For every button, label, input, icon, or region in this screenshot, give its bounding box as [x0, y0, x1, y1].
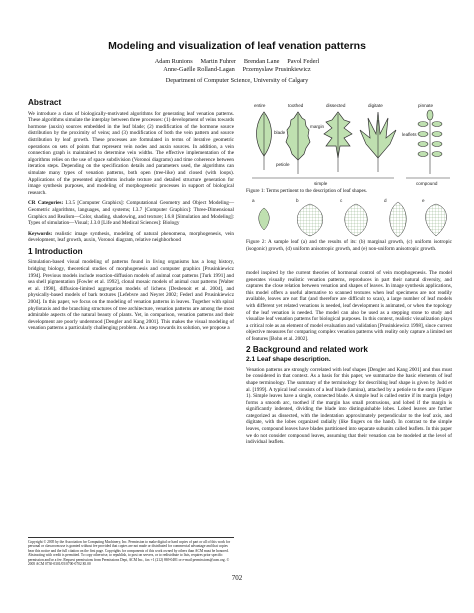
leaf-digitate-icon — [360, 112, 396, 172]
figure-1-leaf-shapes — [246, 100, 452, 188]
intro-text: Simulation-based visual modeling of patterns found in living organisms has a long history, bridging biology, theoretical studies of morphogenesis and computer graphics [Prusinkiewicz 1994]. Previous models include reaction-diffusion models of animal coat patterns [Turk 1991] and sea shell pigmentation [Fowler et al. 1992], clonal mosaic models of animal coat patterns [Walter et al. 1998], diffusion-limited aggregation models of lichens [Desbenoit et al. 2004], and physically-based models of bark textures [Lefebvre and Neyret 2002; Federl and Prusinkiewicz 2004]. In this paper, we focus on the modeling of venation patterns in leaves. Together with spiral phyllotaxis and the branching structures of tree architecture, venation patterns are among the most admirable aspects of the natural beauty of plants. Yet, in comparison, venation patterns and their development are poorly understood [Dengler and Kang 2001]. This makes the visual modeling of venation patterns a particularly challenging problem. As a step towards its solution, we propose a — [28, 259, 234, 332]
fig1-label-dissected: dissected — [326, 103, 346, 108]
cr-categories-text: I.3.5 [Computer Graphics]: Computational Geometry and Object Modeling—Geometric algorithms, languages, and systems; I.3.7 [Computer Graphics]: Three-Dimensional Graphics and Realism—Color, shading, shadowing, and texture; I.6.8 [Simulation and Modeling]: Types of simulation—Visual; J.3.0 [Life and Medical Sciences]: Biology — [28, 200, 235, 227]
fig1-label-simple: simple — [314, 181, 328, 186]
right-text-continued: model inspired by the current theories of hormonal control of vein morphogenesis. The model generates visually realistic venation patterns, reproduces in part their natural diversity, and captures the close relation between venation and shapes of leaves. In image synthesis applications, this model offers a useful alternative to scanned textures when leaf specimens are not readily available, leaves are not flat (and therefore are difficult to scan), a large number of leaf models with different yet related venations is needed, leaf development is animated, or when the topology of the leaf venation is needed. The model can also be used as a stepping stone to study and visualize leaf venation patterns for biological purposes. In this context, realistic visualization plays a critical role as an element of model evaluation and validation [Prusinkiewicz 1998], since current objective measures for comparing complex venation patterns with reality only capture a limited set of features [Bohn et al. 2002]. — [246, 270, 452, 342]
left-column — [28, 100, 234, 336]
leaf-nonuniform-e-icon — [426, 204, 447, 236]
cr-categories-label: CR Categories: — [28, 200, 64, 207]
fig1-part-blade: blade — [274, 130, 286, 135]
fig2-label-e: e — [422, 198, 425, 203]
leaf-entire-icon — [257, 112, 272, 170]
leaf-marginal-b-icon — [297, 204, 323, 236]
fig2-label-a: a — [252, 198, 255, 203]
intro-heading: 1 Introduction — [28, 246, 83, 256]
figure-2-caption: Figure 2: A sample leaf (a) and the results of its: (b) marginal growth, (c) uniform isotropic (isogonic) growth, (d) uniform anisotropic growth, and (e) non-uniform anisotropic growth. — [246, 239, 452, 252]
author-line-2: Anne-Gaëlle Rolland-Lagan Przemyslaw Prusinkiewicz — [163, 66, 311, 73]
fig1-label-compound: compound — [416, 181, 438, 186]
fig2-label-c: c — [340, 198, 343, 203]
page-number: 702 — [231, 574, 243, 582]
copyright-footnote: Copyright © 2005 by the Association for Computing Machinery, Inc. Permission to make digital or hard copies of part or all of this work for personal or classroom use is granted without fee provided that copies are not made or distributed for commercial advantage and that copies bear this notice and the full citation on the first page. Copyrights for components of this work owned by others than ACM must be honored. Abstracting with credit is permitted. To copy otherwise, to republish, to post on servers, or to redistribute to lists, requires prior specific permission and/or a fee. Request permissions from Permissions Dept, ACM Inc., fax +1 (212) 869-0481 or e-mail permissions@acm.org. © 2005 ACM 0730-0301/05/0700-0702 $5.00 — [28, 537, 234, 566]
fig1-label-entire: entire — [254, 103, 266, 108]
fig1-part-margin: margin — [310, 124, 325, 129]
author-block — [0, 58, 474, 85]
fig1-part-petiole: petiole — [276, 162, 290, 167]
leaf-anisotropic-d-icon — [390, 202, 407, 237]
fig2-label-b: b — [296, 198, 299, 203]
fig1-label-pinnate: pinnate — [418, 103, 434, 108]
cr-categories — [28, 200, 234, 226]
keywords-text: realistic image synthesis, modeling of natural phenomena, morphogenesis, vein development, leaf growth, auxin, Voronoi diagram, relative neighborhood — [28, 230, 235, 244]
section-2-1-heading: 2.1 Leaf shape description. — [246, 356, 331, 364]
keywords-label: Keywords: — [28, 230, 53, 237]
paper-title: Modeling and visualization of leaf venation patterns — [108, 40, 366, 52]
fig1-label-toothed: toothed — [288, 103, 304, 108]
affiliation: Department of Computer Science, University of Calgary — [165, 77, 309, 84]
fig2-label-d: d — [384, 198, 387, 203]
section-2-heading: 2 Background and related work — [246, 344, 368, 354]
leaf-toothed-icon — [286, 112, 310, 174]
figure-2-leaf-growth — [246, 196, 452, 238]
figure-1-caption: Figure 1: Terms pertinent to the description of leaf shapes. — [246, 188, 368, 194]
keywords — [28, 231, 234, 244]
leaf-sample-a-icon — [259, 208, 270, 230]
fig1-part-leaflets: leaflets — [402, 132, 417, 137]
leaf-dissected-icon — [324, 112, 352, 172]
leaf-pinnate-icon — [418, 110, 442, 174]
right-column — [246, 270, 452, 450]
section-2-text: Venation patterns are strongly correlated with leaf shapes [Dengler and Kang 2001] and thus must be considered in that context. As a basis for this paper, we summarize the basic elements of leaf shape terminology. The summary of the terminology for describing leaf shape is given by Judd et al. [1999]. A typical leaf consists of a leaf blade (lamina), attached by a petiole to the stem (Figure 1). Simple leaves have a single, connected blade. A simple leaf is called entire if its margin (edge) forms a smooth arc, toothed if the margin has small protrusions, and lobed if the margin is significantly indented, dividing the blade into distinguishable lobes. Lobed leaves are further categorized as dissected, with the indentation approximately perpendicular to the leaf axis, and digitate, with the lobes organized radially (like fingers on the hand). In contrast to the simple leaves, compound leaves have blades partitioned into separate subunits called leaflets. In this paper we do not consider compound leaves, assuming that their venation can be modeled at the level of individual leaflets. — [246, 366, 452, 446]
abstract-text: We introduce a class of biologically-motivated algorithms for generating leaf venation patterns. These algorithms simulate the interplay between three processes: (1) development of veins towards hormone (auxin) sources embedded in the leaf blade; (2) modification of the hormone source distribution by the proximity of veins; and (3) modification of both the vein pattern and source distribution by leaf growth. These processes are formulated in terms of iterative geometric operations on sets of points that represent vein nodes and auxin sources. In addition, a vein connection graph is maintained to determine vein widths. The effective implementation of the algorithms relies on the use of space subdivision (Voronoi diagrams) and time coherence between iteration steps. Depending on the specification details and parameters used, the algorithms can simulate many types of venation patterns, both open (tree-like) and closed (with loops). Applications of the presented algorithms include texture and detailed structure generation for image synthesis purposes, and modeling of morphogenetic processes in support of biological research. — [28, 110, 234, 196]
fig1-label-digitate: digitate — [368, 103, 383, 108]
abstract-heading: Abstract — [28, 98, 62, 107]
leaf-isotropic-c-icon — [345, 204, 368, 236]
author-line-1: Adam Runions Martin Fuhrer Brendan Lane Pavol Federl — [154, 58, 320, 65]
